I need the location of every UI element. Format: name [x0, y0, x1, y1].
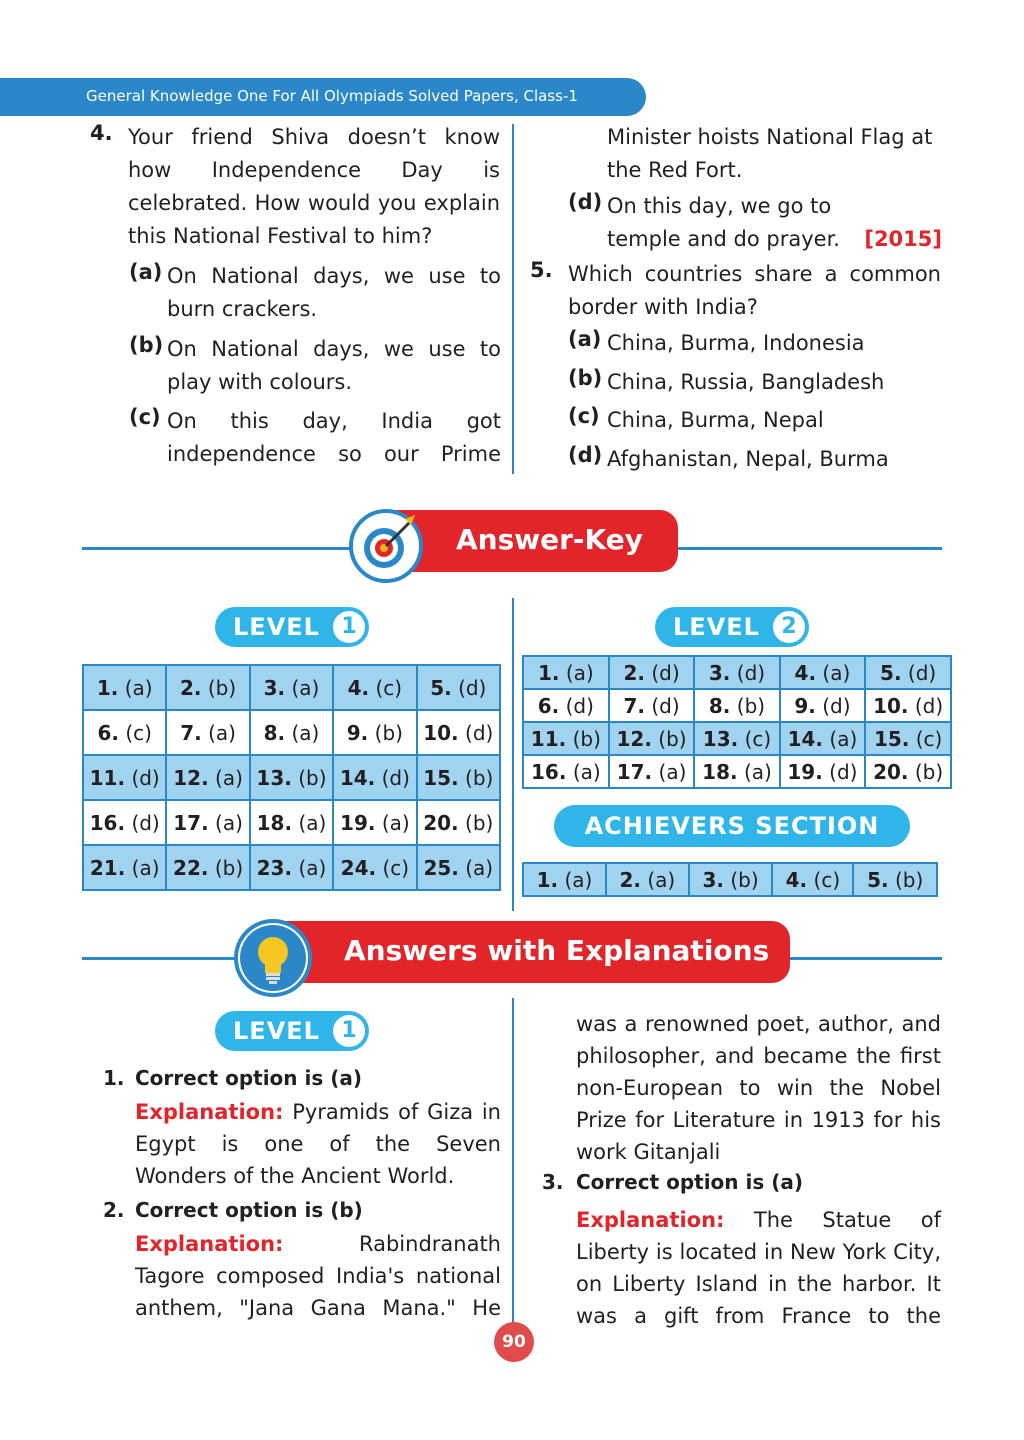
question-text: Your friend Shiva doesn’t know how Independence Day is celebrated. How would you explain this National Festival to him? — [128, 125, 500, 248]
answer-key-banner — [396, 510, 678, 572]
answer-number: 5. — [867, 867, 889, 892]
answer-row — [523, 755, 951, 788]
answer-row — [523, 689, 951, 722]
answer-number: 20. — [873, 759, 909, 784]
question-text: Which countries share a common border with India? — [568, 262, 941, 319]
answer-number: 25. — [423, 855, 459, 880]
header-title: General Knowledge One For All Olympiads Solved Papers, Class-1 — [86, 87, 578, 105]
answer-cell — [166, 755, 249, 800]
answer-number: 18. — [256, 810, 293, 835]
answer-cell — [853, 863, 937, 896]
answer-row — [523, 863, 937, 896]
answer-option: (b) — [572, 726, 601, 751]
answer-option: (b) — [914, 759, 944, 784]
answer-row — [523, 722, 951, 755]
option-label: (b) — [568, 366, 603, 390]
answer-number: 3. — [708, 660, 731, 685]
option-text: On this day, India got independence so our Prime — [167, 409, 501, 466]
answer-cell — [523, 755, 609, 788]
level-label: LEVEL — [673, 613, 760, 641]
answer-number: 10. — [423, 720, 459, 745]
answer-number: 12. — [173, 765, 209, 790]
answer-number: 10. — [873, 693, 909, 718]
lightbulb-icon — [238, 923, 308, 993]
answer-option: (d) — [565, 693, 594, 718]
answer-number: 24. — [340, 855, 377, 880]
answer-cell — [689, 863, 773, 896]
answer-option: (b) — [207, 675, 237, 700]
answer-cell — [333, 800, 416, 845]
answer-row — [83, 845, 500, 890]
option-text: China, Russia, Bangladesh — [607, 370, 885, 394]
answer-cell — [417, 665, 500, 710]
answer-number: 6. — [97, 720, 119, 745]
answer-option: (c) — [744, 726, 772, 751]
column-divider-top — [512, 124, 514, 474]
answer-number: 17. — [616, 759, 653, 784]
answer-number: 5. — [430, 675, 452, 700]
explanation-text: The Statue of Liberty is located in New York City, on Liberty Island in the harbor. It was a gift from France to the — [576, 1208, 941, 1328]
answer-number: 15. — [423, 765, 459, 790]
level-2-pill — [655, 607, 809, 647]
answer-cell — [694, 689, 779, 722]
answer-cell — [250, 755, 333, 800]
answer-option: (c) — [382, 855, 410, 880]
explanation-text: Rabindranath Tagore composed India's national anthem, "Jana Gana Mana." He — [135, 1232, 501, 1320]
answer-cell — [417, 800, 500, 845]
answer-cell — [772, 863, 853, 896]
answer-option: (a) — [298, 855, 327, 880]
answer-option: (c) — [375, 675, 403, 700]
answer-number: 2. — [619, 867, 641, 892]
answer-number: 3. — [263, 675, 286, 700]
answer-option: (d) — [829, 759, 858, 784]
answer-cell — [780, 689, 866, 722]
answer-option: (a) — [381, 810, 410, 835]
answer-cell — [417, 710, 500, 755]
answer-option: (c) — [915, 726, 943, 751]
answer-number: 4. — [794, 660, 817, 685]
answer-number: 18. — [702, 759, 738, 784]
answer-cell — [166, 845, 249, 890]
answer-cell — [865, 755, 951, 788]
answer-number: 2. — [623, 660, 645, 685]
answer-row — [83, 800, 500, 845]
answer-option: (a) — [564, 867, 593, 892]
answer-option: (b) — [736, 693, 766, 718]
answer-number: 1. — [536, 867, 559, 892]
answer-number: 21. — [89, 855, 126, 880]
answer-number: 11. — [530, 726, 567, 751]
answer-number: 15. — [873, 726, 910, 751]
answer-cell — [865, 689, 951, 722]
answer-cell — [333, 665, 416, 710]
answer-number: 23. — [256, 855, 293, 880]
answer-number: 7. — [180, 720, 202, 745]
answer-number: 19. — [340, 810, 376, 835]
answer-option: (a) — [565, 660, 594, 685]
answer-key-rule-right — [676, 547, 942, 550]
level-number: 1 — [333, 1015, 365, 1047]
answer-number: 1. — [96, 675, 119, 700]
answer-cell — [83, 710, 166, 755]
item-number: 3. — [542, 1170, 564, 1194]
answer-cell — [780, 656, 866, 689]
year-tag: [2015] — [864, 227, 942, 251]
answer-option: (d) — [651, 660, 680, 685]
answer-cell — [865, 722, 951, 755]
answer-option: (b) — [730, 867, 759, 892]
answer-option: (d) — [131, 765, 160, 790]
answer-number: 17. — [173, 810, 209, 835]
answer-number: 13. — [702, 726, 739, 751]
answer-option: (a) — [572, 759, 601, 784]
answer-option: (a) — [291, 720, 320, 745]
answer-cell — [333, 845, 416, 890]
answer-row — [83, 755, 500, 800]
answer-option: (b) — [895, 867, 924, 892]
answer-option: (d) — [651, 693, 680, 718]
explanations-divider — [512, 998, 514, 1324]
answer-cell — [523, 722, 609, 755]
target-icon — [353, 513, 419, 579]
answer-option: (a) — [658, 759, 687, 784]
answer-option: (a) — [131, 855, 160, 880]
answer-cell — [417, 845, 500, 890]
level-number: 2 — [773, 611, 805, 643]
explanation-2-continued: was a renowned poet, author, and philosopher, and became the first non-European to win the Nobel Prize for Literature in 1913 for his work Gitanjali — [576, 1012, 941, 1164]
explanation-body — [135, 1096, 501, 1192]
answer-cell — [417, 755, 500, 800]
answer-cell — [250, 800, 333, 845]
answer-number: 19. — [787, 759, 823, 784]
explanations-rule-right — [790, 957, 942, 960]
answer-number: 2. — [179, 675, 202, 700]
answer-number: 14. — [339, 765, 376, 790]
level-label: LEVEL — [233, 1017, 320, 1045]
answer-number: 12. — [616, 726, 652, 751]
answer-cell — [166, 665, 249, 710]
option-label: (a) — [129, 260, 163, 284]
option-text: On National days, we use to play with colours. — [167, 337, 501, 394]
answer-number: 9. — [794, 693, 816, 718]
answer-number: 9. — [346, 720, 369, 745]
answer-option: (a) — [215, 810, 243, 835]
option-text: China, Burma, Nepal — [607, 408, 824, 432]
answer-number: 16. — [89, 810, 126, 835]
answer-cell — [333, 755, 416, 800]
answer-option: (b) — [374, 720, 403, 745]
level-label: LEVEL — [233, 613, 320, 641]
correct-option-heading: Correct option is (a) — [576, 1170, 804, 1194]
page-number: 90 — [494, 1322, 534, 1362]
option-label: (d) — [568, 443, 603, 467]
answer-number: 8. — [708, 693, 731, 718]
answer-row — [523, 656, 951, 689]
answer-cell — [694, 656, 779, 689]
answer-cell — [694, 722, 779, 755]
answer-cell — [606, 863, 689, 896]
level-1-answer-table — [82, 664, 501, 891]
level-2-answer-table — [522, 655, 952, 789]
answer-option: (a) — [124, 675, 153, 700]
explanation-text: Pyramids of Giza in Egypt is one of the Seven Wonders of the Ancient World. — [135, 1100, 501, 1188]
answer-cell — [609, 722, 695, 755]
explanations-title: Answers with Explanations — [344, 934, 770, 967]
answer-number: 14. — [787, 726, 824, 751]
answer-cell — [694, 755, 779, 788]
answer-option: (a) — [647, 867, 676, 892]
explanations-level-1-pill — [215, 1011, 369, 1051]
option-label: (c) — [568, 404, 600, 428]
explanation-body — [135, 1228, 501, 1324]
answer-row — [83, 710, 500, 755]
question-number: 5. — [530, 258, 553, 282]
option-text: Afghanistan, Nepal, Burma — [607, 447, 889, 471]
achievers-answer-table — [522, 862, 938, 897]
answer-number: 5. — [880, 660, 902, 685]
answer-cell — [609, 755, 695, 788]
answer-option: (b) — [658, 726, 687, 751]
option-text: China, Burma, Indonesia — [607, 331, 865, 355]
answer-number: 20. — [423, 810, 459, 835]
answer-option: (d) — [907, 660, 937, 685]
answer-cell — [166, 710, 249, 755]
answer-cell — [83, 755, 166, 800]
option-text: On National days, we use to burn crackers. — [167, 264, 501, 321]
achievers-section-pill: ACHIEVERS SECTION — [554, 805, 910, 847]
answer-option: (a) — [829, 726, 858, 751]
answer-option: (b) — [214, 855, 244, 880]
answer-option: (c) — [813, 867, 841, 892]
answer-option: (a) — [822, 660, 851, 685]
option-label: (a) — [568, 327, 602, 351]
answer-option: (d) — [914, 693, 944, 718]
answer-cell — [250, 710, 333, 755]
answer-cell — [250, 665, 333, 710]
answer-number: 6. — [537, 693, 560, 718]
bulb-icon-circle — [234, 919, 312, 997]
answer-option: (a) — [743, 759, 772, 784]
option-label: (b) — [129, 333, 164, 357]
answer-number: 3. — [702, 867, 724, 892]
answer-number: 11. — [89, 765, 126, 790]
answer-cell — [780, 755, 866, 788]
header-band — [0, 78, 646, 116]
answer-option: (d) — [458, 675, 487, 700]
answer-option: (b) — [465, 810, 494, 835]
answer-option: (c) — [125, 720, 152, 745]
answer-option: (a) — [208, 720, 236, 745]
answer-option: (a) — [465, 855, 494, 880]
answer-cell — [780, 722, 866, 755]
option-label: (c) — [129, 405, 161, 429]
answer-key-divider — [512, 598, 514, 911]
answer-number: 22. — [173, 855, 209, 880]
answer-number: 7. — [623, 693, 645, 718]
option-text: On this day, we go to temple and do prayer. — [607, 194, 840, 251]
answer-cell — [609, 656, 695, 689]
explanation-body — [576, 1204, 941, 1332]
answer-cell — [83, 665, 166, 710]
answer-cell — [333, 710, 416, 755]
answer-number: 13. — [256, 765, 292, 790]
answer-cell — [523, 689, 609, 722]
answer-row — [83, 665, 500, 710]
answer-option: (a) — [215, 765, 243, 790]
answer-option: (a) — [298, 810, 327, 835]
answer-option: (a) — [291, 675, 320, 700]
answer-key-rule-left — [82, 547, 362, 550]
explanation-label: Explanation: — [135, 1232, 284, 1256]
answer-option: (d) — [822, 693, 851, 718]
answer-option: (d) — [465, 720, 494, 745]
answer-number: 1. — [537, 660, 560, 685]
answer-number: 16. — [531, 759, 567, 784]
answer-key-title: Answer-Key — [456, 523, 644, 556]
answer-number: 8. — [263, 720, 286, 745]
level-number: 1 — [333, 611, 365, 643]
answer-cell — [166, 800, 249, 845]
item-number: 1. — [103, 1066, 125, 1090]
answer-cell — [83, 800, 166, 845]
option-label: (d) — [568, 190, 603, 214]
explanation-label: Explanation: — [576, 1208, 725, 1232]
answer-number: 4. — [347, 675, 370, 700]
answer-cell — [865, 656, 951, 689]
question-number: 4. — [90, 121, 113, 145]
explanation-label: Explanation: — [135, 1100, 284, 1124]
level-1-pill — [215, 607, 369, 647]
target-icon-circle — [349, 509, 423, 583]
answer-cell — [523, 656, 609, 689]
q4-option-c-continued: Minister hoists National Flag at the Red Fort. — [607, 125, 933, 182]
answer-number: 4. — [785, 867, 808, 892]
answer-option: (d) — [131, 810, 160, 835]
answer-option: (b) — [298, 765, 327, 790]
answer-cell — [609, 689, 695, 722]
explanations-banner — [278, 921, 790, 983]
answer-cell — [250, 845, 333, 890]
answer-option: (d) — [736, 660, 766, 685]
correct-option-heading: Correct option is (b) — [135, 1198, 363, 1222]
explanations-rule-left — [82, 957, 242, 960]
answer-option: (d) — [381, 765, 410, 790]
answer-cell — [523, 863, 606, 896]
answer-cell — [83, 845, 166, 890]
correct-option-heading: Correct option is (a) — [135, 1066, 363, 1090]
answer-option: (b) — [465, 765, 494, 790]
item-number: 2. — [103, 1198, 125, 1222]
